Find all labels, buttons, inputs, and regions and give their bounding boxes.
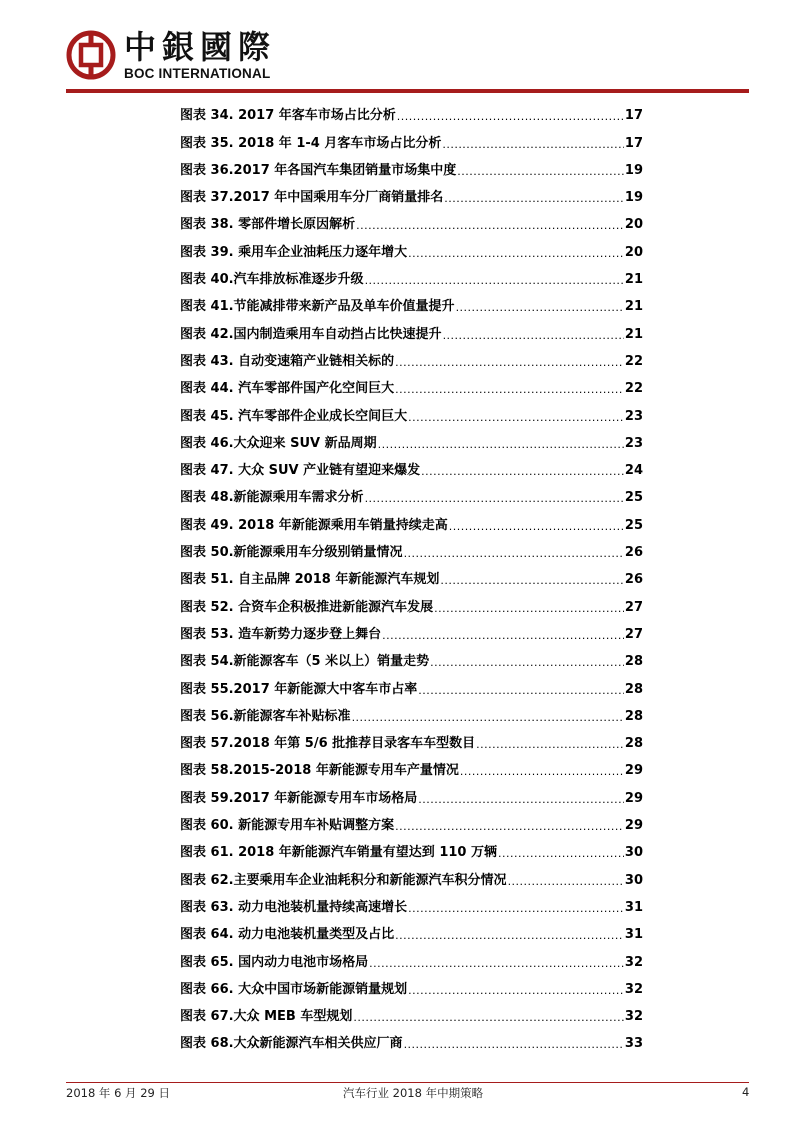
- toc-entry-label: 图表 41.节能减排带来新产品及单车价值量提升: [180, 299, 455, 315]
- toc-entry[interactable]: [180, 315, 643, 342]
- toc-dot-leader: [508, 875, 624, 889]
- toc-entry[interactable]: [180, 861, 643, 888]
- toc-entry[interactable]: [180, 370, 643, 397]
- toc-entry-label: 图表 67.大众 MEB 车型规划: [180, 1009, 353, 1025]
- toc-dot-leader: [397, 110, 624, 124]
- toc-entry[interactable]: [180, 807, 643, 834]
- toc-dot-leader: [457, 165, 624, 179]
- toc-dot-leader: [418, 684, 624, 698]
- toc-entry-label: 图表 37.2017 年中国乘用车分厂商销量排名: [180, 190, 444, 206]
- toc-entry-label: 图表 54.新能源客车（5 米以上）销量走势: [180, 654, 430, 670]
- toc-entry-page: 27: [624, 626, 643, 642]
- toc-entry[interactable]: [180, 233, 643, 260]
- toc-entry[interactable]: [180, 834, 643, 861]
- toc-entry-page: 24: [624, 463, 643, 479]
- toc-entry-page: 21: [624, 326, 643, 342]
- toc-dot-leader: [365, 492, 624, 506]
- toc-entry-page: 17: [624, 108, 643, 124]
- toc-entry-page: 30: [624, 872, 643, 888]
- toc-entry[interactable]: [180, 343, 643, 370]
- toc-dot-leader: [356, 219, 624, 233]
- toc-entry[interactable]: [180, 425, 643, 452]
- toc-entry-label: 图表 61. 2018 年新能源汽车销量有望达到 110 万辆: [180, 845, 497, 861]
- table-of-figures: [180, 97, 643, 1052]
- toc-entry-page: 26: [624, 545, 643, 561]
- toc-entry-page: 25: [624, 517, 643, 533]
- toc-entry[interactable]: [180, 397, 643, 424]
- toc-entry-label: 图表 57.2018 年第 5/6 批推荐目录客车车型数目: [180, 736, 476, 752]
- toc-dot-leader: [352, 711, 624, 725]
- toc-dot-leader: [430, 656, 624, 670]
- toc-dot-leader: [440, 574, 624, 588]
- toc-entry-page: 19: [624, 190, 643, 206]
- toc-entry[interactable]: [180, 479, 643, 506]
- toc-entry-label: 图表 66. 大众中国市场新能源销量规划: [180, 981, 408, 997]
- toc-entry[interactable]: [180, 916, 643, 943]
- toc-entry-label: 图表 64. 动力电池装机量类型及占比: [180, 927, 395, 943]
- toc-dot-leader: [418, 793, 624, 807]
- toc-entry-label: 图表 46.大众迎来 SUV 新品周期: [180, 435, 377, 451]
- toc-entry-label: 图表 55.2017 年新能源大中客车市占率: [180, 681, 418, 697]
- toc-entry-label: 图表 51. 自主品牌 2018 年新能源汽车规划: [180, 572, 440, 588]
- toc-entry-label: 图表 35. 2018 年 1-4 月客车市场占比分析: [180, 135, 442, 151]
- toc-entry-label: 图表 60. 新能源专用车补贴调整方案: [180, 818, 395, 834]
- toc-entry-label: 图表 48.新能源乘用车需求分析: [180, 490, 364, 506]
- toc-entry-page: 20: [624, 217, 643, 233]
- toc-entry-label: 图表 49. 2018 年新能源乘用车销量持续走高: [180, 517, 448, 533]
- toc-entry[interactable]: [180, 725, 643, 752]
- toc-dot-leader: [421, 465, 624, 479]
- toc-entry-label: 图表 52. 合资车企积极推进新能源汽车发展: [180, 599, 434, 615]
- toc-entry-label: 图表 40.汽车排放标准逐步升级: [180, 272, 364, 288]
- toc-dot-leader: [404, 1038, 624, 1052]
- toc-dot-leader: [408, 411, 624, 425]
- toc-dot-leader: [408, 984, 624, 998]
- toc-entry-page: 21: [624, 299, 643, 315]
- header-rule: [66, 89, 749, 93]
- toc-entry[interactable]: [180, 561, 643, 588]
- toc-dot-leader: [442, 138, 624, 152]
- toc-entry[interactable]: [180, 998, 643, 1025]
- footer-date: 2018 年 6 月 29 日: [66, 1086, 170, 1100]
- toc-entry-page: 32: [624, 981, 643, 997]
- toc-dot-leader: [498, 847, 624, 861]
- toc-entry-page: 26: [624, 572, 643, 588]
- toc-entry[interactable]: [180, 452, 643, 479]
- toc-dot-leader: [378, 438, 624, 452]
- toc-entry[interactable]: [180, 670, 643, 697]
- boc-emblem-icon: [66, 30, 116, 80]
- toc-entry-label: 图表 38. 零部件增长原因解析: [180, 217, 356, 233]
- footer-report-title: 汽车行业 2018 年中期策略: [343, 1086, 484, 1100]
- toc-entry-page: 23: [624, 435, 643, 451]
- toc-entry-page: 31: [624, 927, 643, 943]
- toc-entry-label: 图表 59.2017 年新能源专用车市场格局: [180, 790, 418, 806]
- toc-entry-page: 23: [624, 408, 643, 424]
- toc-entry-page: 21: [624, 272, 643, 288]
- toc-entry-label: 图表 68.大众新能源汽车相关供应厂商: [180, 1036, 403, 1052]
- toc-dot-leader: [408, 247, 624, 261]
- toc-entry[interactable]: [180, 506, 643, 533]
- toc-entry[interactable]: [180, 943, 643, 970]
- toc-entry-page: 19: [624, 162, 643, 178]
- toc-entry-label: 图表 44. 汽车零部件国产化空间巨大: [180, 381, 395, 397]
- toc-entry[interactable]: [180, 206, 643, 233]
- toc-dot-leader: [382, 629, 624, 643]
- toc-entry-label: 图表 39. 乘用车企业油耗压力逐年增大: [180, 244, 408, 260]
- toc-dot-leader: [408, 902, 624, 916]
- toc-entry-page: 17: [624, 135, 643, 151]
- toc-entry[interactable]: [180, 588, 643, 615]
- toc-entry-label: 图表 43. 自动变速箱产业链相关标的: [180, 353, 395, 369]
- toc-entry[interactable]: [180, 643, 643, 670]
- toc-entry-label: 图表 53. 造车新势力逐步登上舞台: [180, 626, 382, 642]
- toc-entry-page: 29: [624, 818, 643, 834]
- toc-entry[interactable]: [180, 698, 643, 725]
- toc-dot-leader: [443, 329, 624, 343]
- toc-entry-label: 图表 50.新能源乘用车分级别销量情况: [180, 545, 403, 561]
- toc-dot-leader: [456, 301, 624, 315]
- toc-entry-page: 28: [624, 736, 643, 752]
- toc-entry[interactable]: [180, 779, 643, 806]
- toc-entry[interactable]: [180, 152, 643, 179]
- brand-name-en: BOC INTERNATIONAL: [124, 66, 271, 81]
- toc-entry[interactable]: [180, 97, 643, 124]
- toc-entry-page: 22: [624, 353, 643, 369]
- toc-entry-label: 图表 45. 汽车零部件企业成长空间巨大: [180, 408, 408, 424]
- toc-entry[interactable]: [180, 261, 643, 288]
- toc-entry-label: 图表 36.2017 年各国汽车集团销量市场集中度: [180, 162, 457, 178]
- brand-name-cn: 中銀國際: [124, 28, 277, 66]
- toc-dot-leader: [444, 192, 624, 206]
- toc-dot-leader: [449, 520, 624, 534]
- toc-entry[interactable]: [180, 288, 643, 315]
- toc-entry-page: 28: [624, 708, 643, 724]
- toc-entry-page: 28: [624, 654, 643, 670]
- toc-dot-leader: [460, 765, 624, 779]
- toc-entry-page: 29: [624, 790, 643, 806]
- toc-entry-page: 20: [624, 244, 643, 260]
- toc-entry-label: 图表 47. 大众 SUV 产业链有望迎来爆发: [180, 463, 421, 479]
- toc-entry-page: 30: [624, 845, 643, 861]
- boc-logo: [66, 28, 296, 84]
- toc-entry[interactable]: [180, 616, 643, 643]
- toc-dot-leader: [395, 383, 624, 397]
- toc-entry[interactable]: [180, 124, 643, 151]
- toc-entry-label: 图表 34. 2017 年客车市场占比分析: [180, 108, 396, 124]
- toc-entry-page: 27: [624, 599, 643, 615]
- toc-entry-label: 图表 42.国内制造乘用车自动挡占比快速提升: [180, 326, 442, 342]
- toc-entry-page: 31: [624, 899, 643, 915]
- toc-entry[interactable]: [180, 1025, 643, 1052]
- toc-dot-leader: [434, 602, 624, 616]
- toc-entry-label: 图表 62.主要乘用车企业油耗积分和新能源汽车积分情况: [180, 872, 507, 888]
- toc-entry-page: 32: [624, 954, 643, 970]
- toc-entry-label: 图表 65. 国内动力电池市场格局: [180, 954, 369, 970]
- toc-dot-leader: [353, 1011, 624, 1025]
- toc-entry[interactable]: [180, 534, 643, 561]
- toc-entry-page: 32: [624, 1009, 643, 1025]
- toc-dot-leader: [476, 738, 624, 752]
- toc-entry[interactable]: [180, 752, 643, 779]
- toc-entry[interactable]: [180, 971, 643, 998]
- toc-dot-leader: [365, 274, 624, 288]
- toc-dot-leader: [369, 957, 624, 971]
- toc-entry[interactable]: [180, 179, 643, 206]
- toc-dot-leader: [404, 547, 624, 561]
- toc-entry-label: 图表 58.2015-2018 年新能源专用车产量情况: [180, 763, 459, 779]
- toc-entry-page: 22: [624, 381, 643, 397]
- toc-dot-leader: [395, 356, 624, 370]
- toc-entry-label: 图表 63. 动力电池装机量持续高速增长: [180, 899, 408, 915]
- footer-rule: [66, 1082, 749, 1083]
- toc-dot-leader: [395, 929, 624, 943]
- toc-dot-leader: [395, 820, 624, 834]
- toc-entry-page: 33: [624, 1036, 643, 1052]
- toc-entry[interactable]: [180, 889, 643, 916]
- toc-entry-page: 28: [624, 681, 643, 697]
- footer-page-number: 4: [742, 1085, 750, 1099]
- toc-entry-page: 29: [624, 763, 643, 779]
- toc-entry-page: 25: [624, 490, 643, 506]
- toc-entry-label: 图表 56.新能源客车补贴标准: [180, 708, 351, 724]
